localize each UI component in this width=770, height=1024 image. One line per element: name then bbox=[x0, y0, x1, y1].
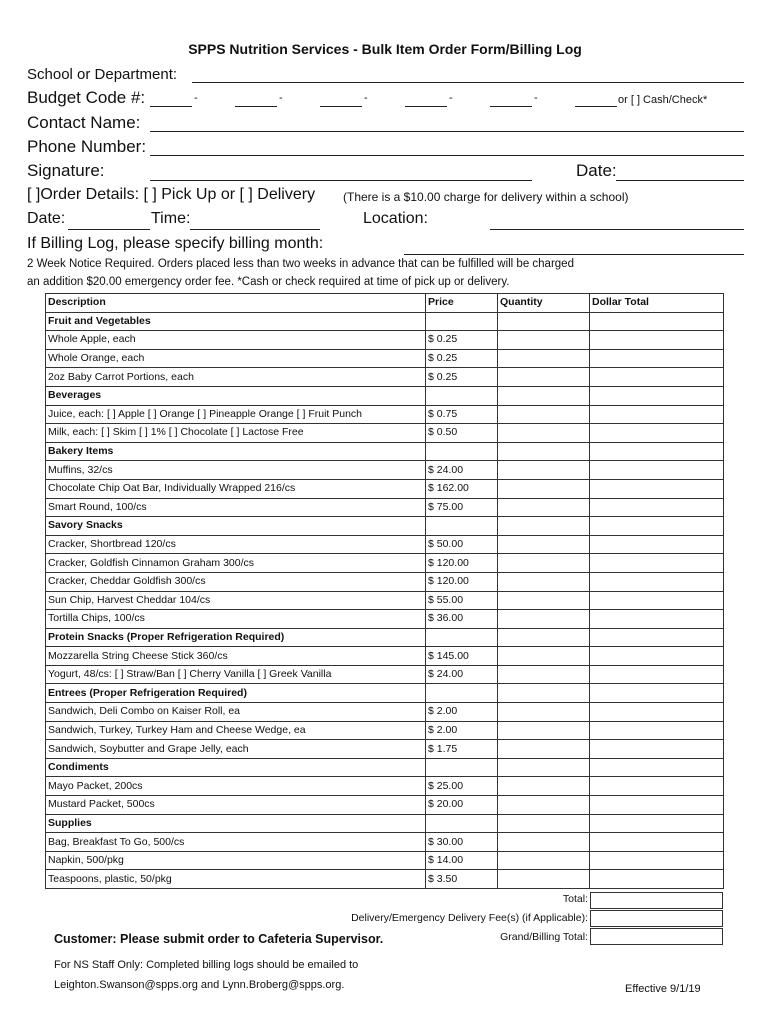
item-description: Yogurt, 48/cs: [ ] Straw/Ban [ ] Cherry Vanilla [ ] Greek Vanilla bbox=[46, 665, 426, 684]
dollar-total-cell[interactable] bbox=[590, 870, 724, 889]
table-row bbox=[46, 647, 724, 666]
item-price: $ 1.75 bbox=[426, 740, 498, 759]
item-price: $ 0.25 bbox=[426, 349, 498, 368]
table-row bbox=[46, 424, 724, 443]
table-row bbox=[46, 461, 724, 480]
item-description: Cracker, Cheddar Goldfish 300/cs bbox=[46, 572, 426, 591]
quantity-cell[interactable] bbox=[498, 461, 590, 480]
staff-note-line-1: For NS Staff Only: Completed billing logs should be emailed to bbox=[54, 959, 359, 971]
dollar-total-cell[interactable] bbox=[590, 591, 724, 610]
items-body bbox=[46, 312, 724, 888]
items-table bbox=[45, 293, 724, 889]
table-row bbox=[46, 703, 724, 722]
signature-label: Signature: bbox=[27, 161, 105, 180]
quantity-cell[interactable] bbox=[498, 721, 590, 740]
section-heading: Bakery Items bbox=[46, 442, 426, 461]
date2-field[interactable] bbox=[68, 229, 150, 230]
item-price: $ 36.00 bbox=[426, 610, 498, 629]
quantity-cell[interactable] bbox=[498, 740, 590, 759]
section-heading: Entrees (Proper Refrigeration Required) bbox=[46, 684, 426, 703]
contact-label: Contact Name: bbox=[27, 113, 141, 132]
table-row bbox=[46, 572, 724, 591]
item-price: $ 0.25 bbox=[426, 368, 498, 387]
quantity-cell bbox=[498, 814, 590, 833]
dollar-total-cell[interactable] bbox=[590, 461, 724, 480]
item-price bbox=[426, 684, 498, 703]
item-description: Whole Apple, each bbox=[46, 331, 426, 350]
section-row bbox=[46, 684, 724, 703]
dollar-total-cell[interactable] bbox=[590, 721, 724, 740]
quantity-cell bbox=[498, 442, 590, 461]
time-label: Time: bbox=[151, 210, 191, 227]
dollar-total-cell[interactable] bbox=[590, 740, 724, 759]
quantity-cell[interactable] bbox=[498, 777, 590, 796]
date-label: Date: bbox=[576, 161, 617, 180]
dollar-total-cell[interactable] bbox=[590, 572, 724, 591]
quantity-cell[interactable] bbox=[498, 647, 590, 666]
order-details[interactable]: [ ]Order Details: [ ] Pick Up or [ ] Delivery bbox=[27, 186, 316, 203]
item-description: Milk, each: [ ] Skim [ ] 1% [ ] Chocolate [ ] Lactose Free bbox=[46, 424, 426, 443]
table-row bbox=[46, 851, 724, 870]
grand-total-field[interactable] bbox=[590, 928, 723, 945]
item-description: Sandwich, Deli Combo on Kaiser Roll, ea bbox=[46, 703, 426, 722]
dollar-total-cell[interactable] bbox=[590, 647, 724, 666]
section-heading: Savory Snacks bbox=[46, 517, 426, 536]
table-header-row bbox=[46, 294, 724, 313]
item-description: Cracker, Shortbread 120/cs bbox=[46, 535, 426, 554]
quantity-cell[interactable] bbox=[498, 610, 590, 629]
location-field[interactable] bbox=[490, 229, 744, 230]
section-row bbox=[46, 517, 724, 536]
section-heading: Supplies bbox=[46, 814, 426, 833]
table-row bbox=[46, 870, 724, 889]
dollar-total-cell[interactable] bbox=[590, 498, 724, 517]
location-label: Location: bbox=[363, 210, 428, 227]
item-description: Mayo Packet, 200cs bbox=[46, 777, 426, 796]
customer-note: Customer: Please submit order to Cafeteria Supervisor. bbox=[54, 932, 384, 946]
table-row bbox=[46, 349, 724, 368]
item-description: Whole Orange, each bbox=[46, 349, 426, 368]
dollar-total-cell bbox=[590, 628, 724, 647]
dollar-total-cell[interactable] bbox=[590, 610, 724, 629]
budget-field-6[interactable] bbox=[575, 106, 617, 107]
quantity-cell bbox=[498, 684, 590, 703]
quantity-cell bbox=[498, 758, 590, 777]
school-field[interactable] bbox=[192, 82, 744, 83]
quantity-cell[interactable] bbox=[498, 851, 590, 870]
quantity-cell bbox=[498, 628, 590, 647]
item-price: $ 0.50 bbox=[426, 424, 498, 443]
quantity-cell[interactable] bbox=[498, 405, 590, 424]
budget-dash: - bbox=[449, 92, 453, 104]
item-price bbox=[426, 517, 498, 536]
item-price: $ 14.00 bbox=[426, 851, 498, 870]
signature-field[interactable] bbox=[150, 180, 532, 181]
table-row bbox=[46, 610, 724, 629]
item-price: $ 162.00 bbox=[426, 479, 498, 498]
item-description: Sandwich, Turkey, Turkey Ham and Cheese Wedge, ea bbox=[46, 721, 426, 740]
billing-month-field[interactable] bbox=[404, 254, 744, 255]
table-row bbox=[46, 535, 724, 554]
table-row bbox=[46, 796, 724, 815]
item-description: Smart Round, 100/cs bbox=[46, 498, 426, 517]
quantity-cell[interactable] bbox=[498, 498, 590, 517]
item-price: $ 120.00 bbox=[426, 554, 498, 573]
item-price bbox=[426, 814, 498, 833]
quantity-cell bbox=[498, 312, 590, 331]
quantity-cell bbox=[498, 517, 590, 536]
quantity-cell[interactable] bbox=[498, 870, 590, 889]
dollar-total-cell[interactable] bbox=[590, 665, 724, 684]
billing-month-label: If Billing Log, please specify billing month: bbox=[27, 235, 324, 252]
section-row bbox=[46, 758, 724, 777]
date-field[interactable] bbox=[616, 180, 744, 181]
section-row bbox=[46, 628, 724, 647]
quantity-cell[interactable] bbox=[498, 368, 590, 387]
table-row bbox=[46, 554, 724, 573]
dollar-total-cell bbox=[590, 814, 724, 833]
phone-label: Phone Number: bbox=[27, 137, 147, 156]
budget-dash: - bbox=[194, 92, 198, 104]
item-description: Tortilla Chips, 100/cs bbox=[46, 610, 426, 629]
quantity-cell[interactable] bbox=[498, 424, 590, 443]
item-description: Juice, each: [ ] Apple [ ] Orange [ ] Pineapple Orange [ ] Fruit Punch bbox=[46, 405, 426, 424]
notice-line-1: 2 Week Notice Required. Orders placed less than two weeks in advance that can be fulfilled will be charged bbox=[27, 258, 574, 270]
budget-field-3[interactable] bbox=[320, 106, 362, 107]
fee-label: Delivery/Emergency Delivery Fee(s) (if Applicable): bbox=[351, 912, 588, 924]
staff-note-line-2: Leighton.Swanson@spps.org and Lynn.Broberg@spps.org. bbox=[54, 979, 345, 991]
dollar-total-cell[interactable] bbox=[590, 535, 724, 554]
item-price: $ 24.00 bbox=[426, 461, 498, 480]
item-description: 2oz Baby Carrot Portions, each bbox=[46, 368, 426, 387]
total-label: Total: bbox=[562, 893, 588, 905]
dollar-total-cell[interactable] bbox=[590, 777, 724, 796]
col-header-dollar-total: Dollar Total bbox=[590, 294, 724, 313]
budget-field-2[interactable] bbox=[235, 106, 277, 107]
dollar-total-cell[interactable] bbox=[590, 349, 724, 368]
col-header-description: Description bbox=[46, 294, 426, 313]
dollar-total-cell[interactable] bbox=[590, 833, 724, 852]
form-title: SPPS Nutrition Services - Bulk Item Order Form/Billing Log bbox=[188, 41, 582, 57]
quantity-cell[interactable] bbox=[498, 796, 590, 815]
dollar-total-cell bbox=[590, 386, 724, 405]
dollar-total-cell bbox=[590, 517, 724, 536]
dollar-total-cell[interactable] bbox=[590, 424, 724, 443]
table-row bbox=[46, 405, 724, 424]
section-row bbox=[46, 814, 724, 833]
date2-label: Date: bbox=[27, 210, 66, 227]
budget-field-5[interactable] bbox=[490, 106, 532, 107]
dollar-total-cell bbox=[590, 442, 724, 461]
dollar-total-cell[interactable] bbox=[590, 405, 724, 424]
quantity-cell[interactable] bbox=[498, 535, 590, 554]
dollar-total-cell bbox=[590, 758, 724, 777]
dollar-total-cell[interactable] bbox=[590, 479, 724, 498]
table-row bbox=[46, 331, 724, 350]
item-description: Sandwich, Soybutter and Grape Jelly, each bbox=[46, 740, 426, 759]
table-row bbox=[46, 368, 724, 387]
budget-label: Budget Code #: bbox=[27, 88, 146, 107]
delivery-charge-note: (There is a $10.00 charge for delivery within a school) bbox=[343, 190, 629, 204]
item-price: $ 3.50 bbox=[426, 870, 498, 889]
item-description: Mustard Packet, 500cs bbox=[46, 796, 426, 815]
item-price: $ 0.25 bbox=[426, 331, 498, 350]
section-heading: Protein Snacks (Proper Refrigeration Required) bbox=[46, 628, 426, 647]
col-header-quantity: Quantity bbox=[498, 294, 590, 313]
quantity-cell bbox=[498, 386, 590, 405]
item-price: $ 24.00 bbox=[426, 665, 498, 684]
effective-date: Effective 9/1/19 bbox=[625, 983, 701, 995]
quantity-cell[interactable] bbox=[498, 833, 590, 852]
item-price: $ 2.00 bbox=[426, 703, 498, 722]
section-row bbox=[46, 312, 724, 331]
item-description: Muffins, 32/cs bbox=[46, 461, 426, 480]
item-price bbox=[426, 312, 498, 331]
item-price: $ 50.00 bbox=[426, 535, 498, 554]
table-row bbox=[46, 777, 724, 796]
time-field[interactable] bbox=[190, 229, 320, 230]
item-description: Chocolate Chip Oat Bar, Individually Wrapped 216/cs bbox=[46, 479, 426, 498]
dollar-total-cell[interactable] bbox=[590, 703, 724, 722]
dollar-total-cell[interactable] bbox=[590, 368, 724, 387]
quantity-cell[interactable] bbox=[498, 591, 590, 610]
section-row bbox=[46, 386, 724, 405]
dollar-total-cell[interactable] bbox=[590, 554, 724, 573]
dollar-total-cell[interactable] bbox=[590, 331, 724, 350]
table-row bbox=[46, 721, 724, 740]
table-row bbox=[46, 833, 724, 852]
table-row bbox=[46, 665, 724, 684]
budget-dash: - bbox=[279, 92, 283, 104]
item-description: Mozzarella String Cheese Stick 360/cs bbox=[46, 647, 426, 666]
item-price: $ 2.00 bbox=[426, 721, 498, 740]
item-price: $ 75.00 bbox=[426, 498, 498, 517]
quantity-cell[interactable] bbox=[498, 703, 590, 722]
item-description: Napkin, 500/pkg bbox=[46, 851, 426, 870]
quantity-cell[interactable] bbox=[498, 572, 590, 591]
item-price: $ 25.00 bbox=[426, 777, 498, 796]
item-price bbox=[426, 386, 498, 405]
dollar-total-cell bbox=[590, 684, 724, 703]
fee-field[interactable] bbox=[590, 910, 723, 927]
cash-check-option[interactable]: or [ ] Cash/Check* bbox=[618, 94, 708, 106]
quantity-cell[interactable] bbox=[498, 554, 590, 573]
grand-total-label: Grand/Billing Total: bbox=[500, 931, 588, 943]
col-header-price: Price bbox=[426, 294, 498, 313]
item-price: $ 20.00 bbox=[426, 796, 498, 815]
quantity-cell[interactable] bbox=[498, 479, 590, 498]
item-description: Sun Chip, Harvest Cheddar 104/cs bbox=[46, 591, 426, 610]
item-price: $ 30.00 bbox=[426, 833, 498, 852]
table-row bbox=[46, 740, 724, 759]
item-price: $ 0.75 bbox=[426, 405, 498, 424]
item-description: Teaspoons, plastic, 50/pkg bbox=[46, 870, 426, 889]
school-label: School or Department: bbox=[27, 66, 178, 83]
table-row bbox=[46, 479, 724, 498]
budget-dash: - bbox=[534, 92, 538, 104]
contact-field[interactable] bbox=[150, 131, 744, 132]
item-description: Bag, Breakfast To Go, 500/cs bbox=[46, 833, 426, 852]
notice-line-2: an addition $20.00 emergency order fee. *Cash or check required at time of pick up or delivery. bbox=[27, 276, 510, 288]
quantity-cell[interactable] bbox=[498, 665, 590, 684]
item-price bbox=[426, 628, 498, 647]
dollar-total-cell bbox=[590, 312, 724, 331]
item-price bbox=[426, 758, 498, 777]
budget-field-4[interactable] bbox=[405, 106, 447, 107]
quantity-cell[interactable] bbox=[498, 349, 590, 368]
dollar-total-cell[interactable] bbox=[590, 796, 724, 815]
budget-dash: - bbox=[364, 92, 368, 104]
table-row bbox=[46, 498, 724, 517]
section-heading: Beverages bbox=[46, 386, 426, 405]
section-heading: Fruit and Vegetables bbox=[46, 312, 426, 331]
dollar-total-cell[interactable] bbox=[590, 851, 724, 870]
section-heading: Condiments bbox=[46, 758, 426, 777]
item-price bbox=[426, 442, 498, 461]
budget-field-1[interactable] bbox=[150, 106, 192, 107]
item-description: Cracker, Goldfish Cinnamon Graham 300/cs bbox=[46, 554, 426, 573]
phone-field[interactable] bbox=[150, 155, 744, 156]
total-field[interactable] bbox=[590, 892, 723, 909]
table-row bbox=[46, 591, 724, 610]
item-price: $ 120.00 bbox=[426, 572, 498, 591]
item-price: $ 55.00 bbox=[426, 591, 498, 610]
section-row bbox=[46, 442, 724, 461]
item-price: $ 145.00 bbox=[426, 647, 498, 666]
quantity-cell[interactable] bbox=[498, 331, 590, 350]
